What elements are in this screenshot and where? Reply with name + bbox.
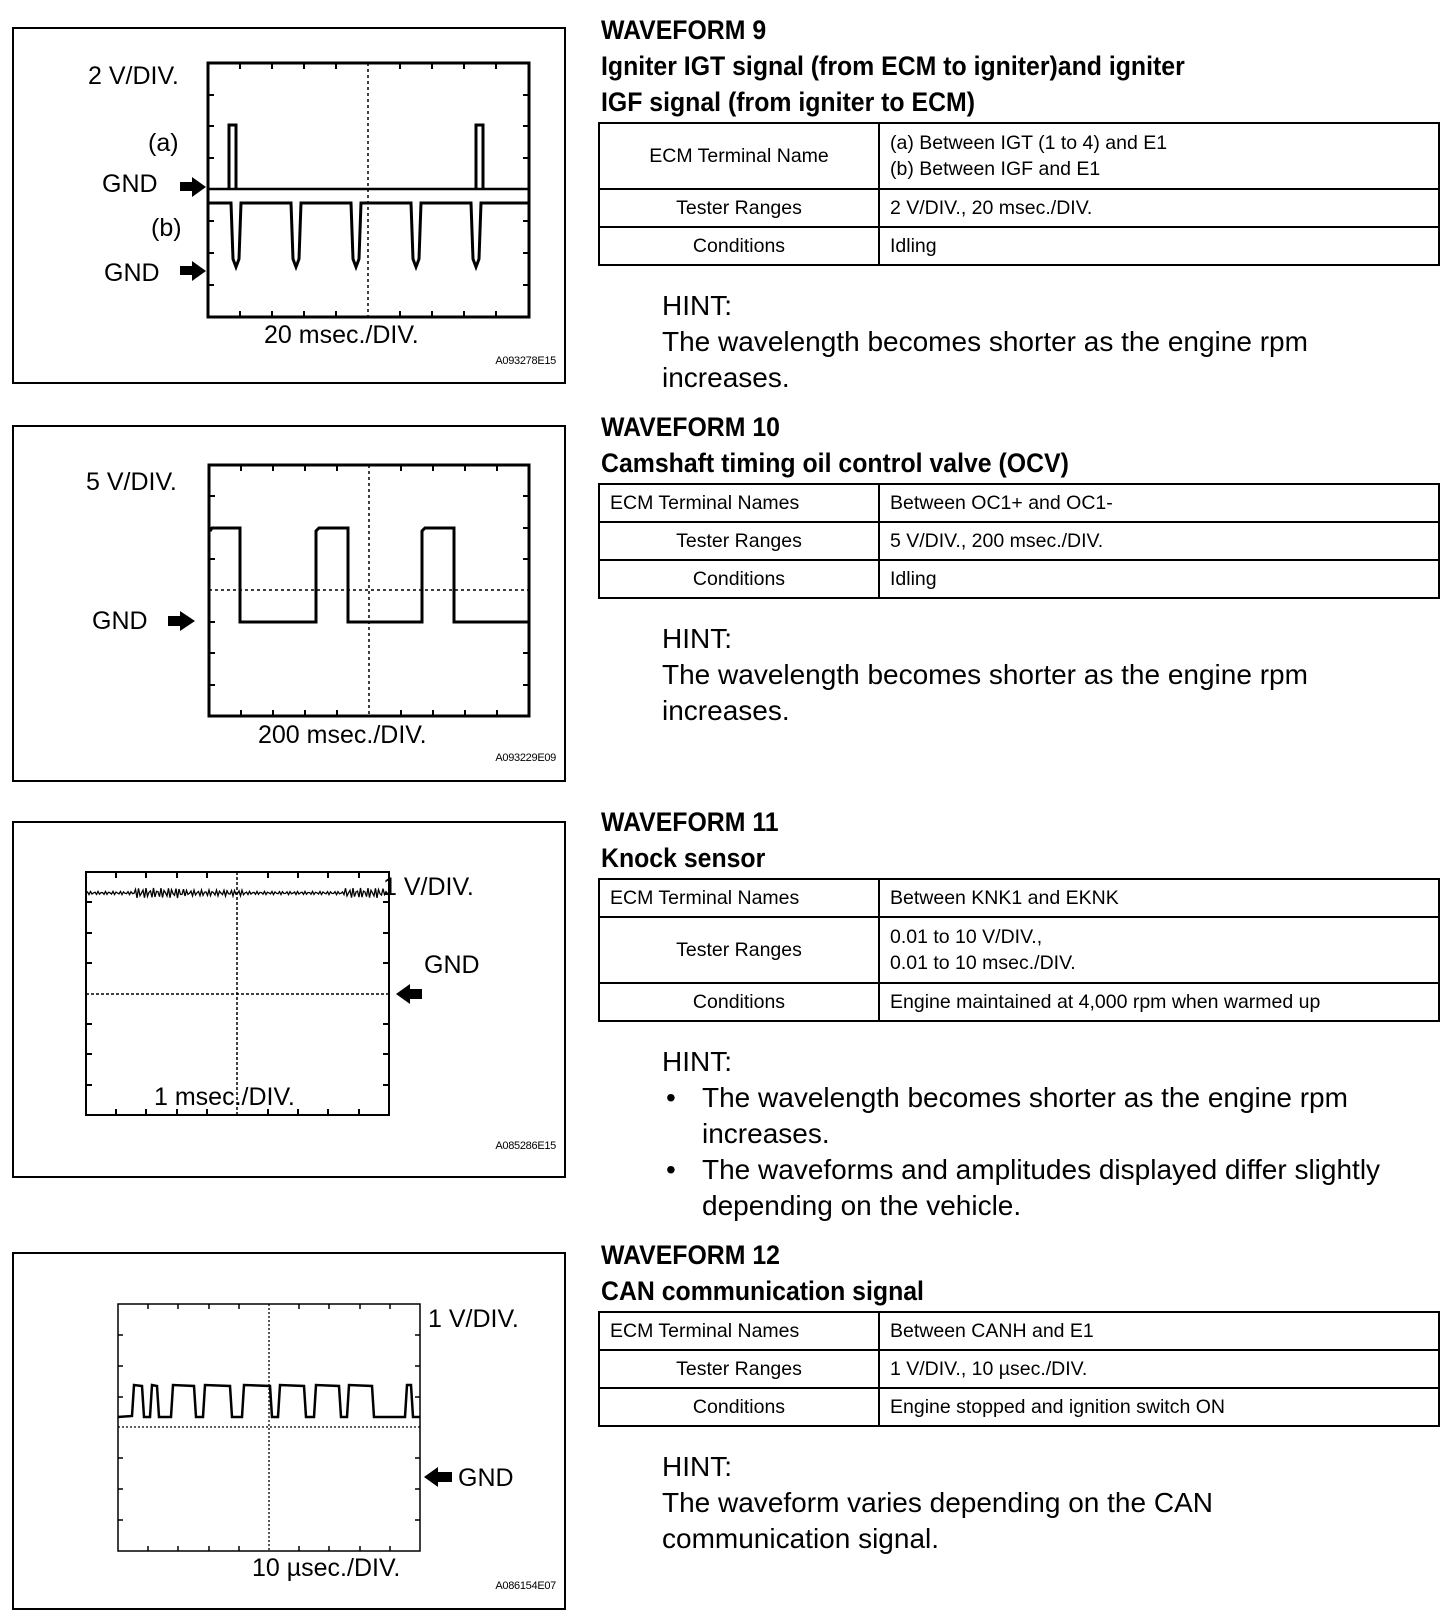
trace-a-label: (a)	[148, 129, 179, 157]
table-value: Between KNK1 and EKNK	[879, 879, 1439, 917]
waveform-title: Camshaft timing oil control valve (OCV)	[601, 448, 1069, 478]
spec-table	[598, 483, 1440, 599]
hint	[662, 1449, 1440, 1557]
table-value: Between OC1+ and OC1-	[879, 484, 1439, 522]
figure-code: A086154E07	[495, 1580, 556, 1592]
time-per-div-label: 10 µsec./DIV.	[252, 1554, 401, 1582]
waveform-heading: WAVEFORM 12	[601, 1240, 780, 1270]
table-key: Tester Ranges	[599, 1350, 879, 1388]
waveform-heading: WAVEFORM 10	[601, 412, 780, 442]
arrow-right-icon	[180, 177, 206, 197]
value-line: 0.01 to 10 msec./DIV.	[890, 952, 1076, 974]
table-key: Tester Ranges	[599, 189, 879, 227]
spec-table	[598, 122, 1440, 266]
figure-code: A093229E09	[495, 752, 556, 764]
table-row	[599, 983, 1439, 1021]
arrow-right-icon	[180, 261, 206, 281]
hint-text: The waveform varies depending on the CAN communication signal.	[662, 1487, 1213, 1554]
time-per-div-label: 200 msec./DIV.	[258, 721, 427, 749]
table-row	[599, 189, 1439, 227]
hint-bullet: • The waveforms and amplitudes displayed differ slightly depending on the vehicle.	[662, 1152, 1422, 1224]
table-value: 5 V/DIV., 200 msec./DIV.	[879, 522, 1439, 560]
table-key: Tester Ranges	[599, 522, 879, 560]
arrow-left-icon	[396, 984, 422, 1004]
table-row	[599, 917, 1439, 983]
hint	[662, 621, 1440, 729]
hint	[662, 288, 1440, 396]
volt-per-div-label: 2 V/DIV.	[88, 62, 179, 90]
table-row	[599, 484, 1439, 522]
time-per-div-label: 20 msec./DIV.	[264, 321, 419, 349]
gnd-label: GND	[92, 607, 148, 635]
hint-label: HINT:	[662, 1451, 732, 1482]
table-row	[599, 123, 1439, 189]
figure-waveform-11	[12, 821, 566, 1178]
waveform-title: CAN communication signal	[601, 1276, 924, 1306]
table-value	[879, 123, 1439, 189]
hint-text: The wavelength becomes shorter as the engine rpm increases.	[662, 326, 1308, 393]
spec-table	[598, 878, 1440, 1022]
table-value: Idling	[879, 560, 1439, 598]
table-value: Engine maintained at 4,000 rpm when warmed up	[879, 983, 1439, 1021]
table-key: ECM Terminal Names	[599, 484, 879, 522]
hint-label: HINT:	[662, 290, 732, 321]
volt-per-div-label: 1 V/DIV.	[428, 1305, 519, 1333]
table-row	[599, 560, 1439, 598]
waveform-heading: WAVEFORM 9	[601, 15, 767, 45]
hint-label: HINT:	[662, 623, 732, 654]
arrow-right-icon	[168, 611, 195, 631]
hint-label: HINT:	[662, 1046, 732, 1077]
waveform-title: IGF signal (from igniter to ECM)	[601, 87, 975, 117]
gnd-label: GND	[424, 951, 480, 979]
table-row	[599, 1312, 1439, 1350]
hint	[662, 1044, 1440, 1224]
section-waveform-11	[598, 804, 1440, 1224]
figure-waveform-9	[12, 27, 566, 384]
figure-code: A093278E15	[495, 355, 556, 367]
gnd-label: GND	[102, 170, 158, 198]
table-value: Engine stopped and ignition switch ON	[879, 1388, 1439, 1426]
table-key: Conditions	[599, 983, 879, 1021]
value-line: (a) Between IGT (1 to 4) and E1	[890, 132, 1168, 154]
waveform-heading: WAVEFORM 11	[601, 807, 779, 837]
table-key: ECM Terminal Names	[599, 1312, 879, 1350]
volt-per-div-label: 1 V/DIV.	[383, 873, 474, 901]
section-waveform-12	[598, 1237, 1440, 1557]
oscilloscope-plot-waveform-11	[14, 823, 568, 1180]
table-row	[599, 227, 1439, 265]
time-per-div-label: 1 msec./DIV.	[154, 1083, 295, 1111]
table-value: 2 V/DIV., 20 msec./DIV.	[879, 189, 1439, 227]
section-waveform-10	[598, 409, 1440, 729]
table-key: Conditions	[599, 560, 879, 598]
table-value: 1 V/DIV., 10 µsec./DIV.	[879, 1350, 1439, 1388]
table-key: Conditions	[599, 227, 879, 265]
gnd-label: GND	[104, 259, 160, 287]
figure-waveform-12	[12, 1252, 566, 1610]
table-key: ECM Terminal Names	[599, 879, 879, 917]
table-key: Tester Ranges	[599, 917, 879, 983]
arrow-left-icon	[424, 1467, 452, 1487]
hint-text: The wavelength becomes shorter as the engine rpm increases.	[662, 659, 1308, 726]
table-value: Idling	[879, 227, 1439, 265]
figure-waveform-10	[12, 425, 566, 782]
waveform-title: Knock sensor	[601, 843, 766, 873]
table-value	[879, 917, 1439, 983]
table-key: ECM Terminal Name	[599, 123, 879, 189]
value-line: 0.01 to 10 V/DIV.,	[890, 926, 1043, 948]
gnd-label: GND	[458, 1464, 514, 1492]
volt-per-div-label: 5 V/DIV.	[86, 468, 177, 496]
table-row	[599, 879, 1439, 917]
waveform-title: Igniter IGT signal (from ECM to igniter)and igniter	[601, 51, 1185, 81]
value-line: (b) Between IGF and E1	[890, 158, 1101, 180]
table-value: Between CANH and E1	[879, 1312, 1439, 1350]
table-key: Conditions	[599, 1388, 879, 1426]
trace-b-label: (b)	[151, 214, 182, 242]
hint-bullet: • The wavelength becomes shorter as the engine rpm increases.	[662, 1080, 1422, 1152]
table-row	[599, 1350, 1439, 1388]
table-row	[599, 522, 1439, 560]
section-waveform-9	[598, 12, 1440, 396]
table-row	[599, 1388, 1439, 1426]
figure-code: A085286E15	[495, 1140, 556, 1152]
spec-table	[598, 1311, 1440, 1427]
hint-bullet-list	[662, 1080, 1422, 1224]
